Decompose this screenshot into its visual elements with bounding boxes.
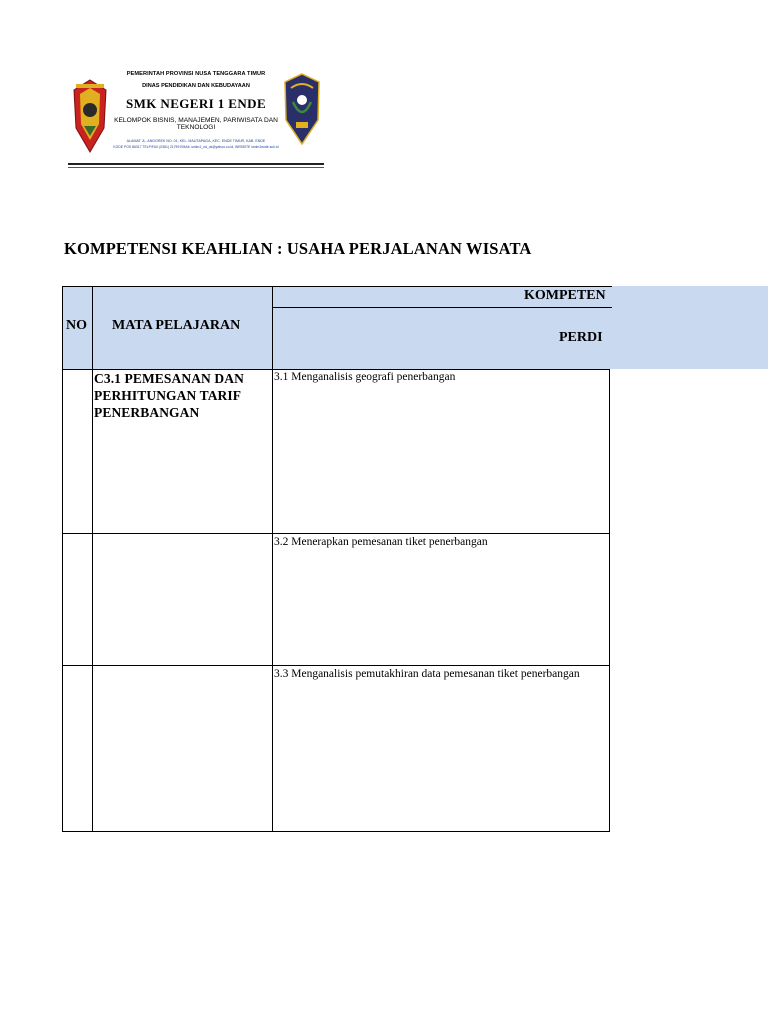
header-subject: MATA PELAJARAN [112,318,241,333]
header-competency-sub: PERDI [559,330,603,345]
letterhead-group: KELOMPOK BISNIS, MANAJEMEN, PARIWISATA DAN TEKNOLOGI [114,117,278,132]
table-row-1-competency: 3.1 Menganalisis geografi penerbangan [274,371,456,383]
table-body-area [62,369,610,832]
grid-line-group-divider [272,307,612,308]
grid-line-subject-divider [272,286,273,832]
header-no: NO [66,318,87,333]
letterhead [66,70,324,170]
ende-regency-emblem-icon [282,72,322,148]
grid-line-no-divider [92,286,93,832]
letterhead-address: ALAMAT JL. ANGGREK NO. 01, KEL. MAUTAPAGA, KEC. ENDE TIMUR, KAB. ENDE [126,139,266,144]
letterhead-text [110,72,282,150]
letterhead-province: PEMERINTAH PROVINSI NUSA TENGGARA TIMUR [126,71,266,77]
letterhead-rule-thick [68,163,324,165]
ntt-province-emblem-icon [70,76,110,156]
grid-line-row-2-bottom [62,665,610,666]
table-row-2-competency: 3.2 Menerapkan pemesanan tiket penerbangan [274,536,488,548]
table-row-1-subject: C3.1 PEMESANAN DAN PERHITUNGAN TARIF PENERBANGAN [94,371,244,420]
grid-line-left [62,286,63,832]
letterhead-contact: KODE POS 86317 TELP/FAX (0381) 21759 EMAIL smkn1_nd_ok@yahoo.co.id, WEBSITE smkn1ende.sch.id [113,144,279,149]
grid-line-header-bottom [62,369,610,370]
grid-line-table-bottom [62,831,610,832]
letterhead-department: DINAS PENDIDIKAN DAN KEBUDAYAAN [142,82,250,89]
header-competency-group: KOMPETEN [524,288,606,303]
document-title: KOMPETENSI KEAHLIAN : USAHA PERJALANAN WISATA [64,239,532,258]
grid-line-top [62,286,612,287]
grid-line-row-1-bottom [62,533,610,534]
letterhead-school-name: SMK NEGERI 1 ENDE [125,95,267,111]
letterhead-rule-thin [68,167,324,168]
grid-line-right [609,369,610,832]
table-row-3-competency: 3.3 Menganalisis pemutakhiran data pemesanan tiket penerbangan [274,668,580,680]
